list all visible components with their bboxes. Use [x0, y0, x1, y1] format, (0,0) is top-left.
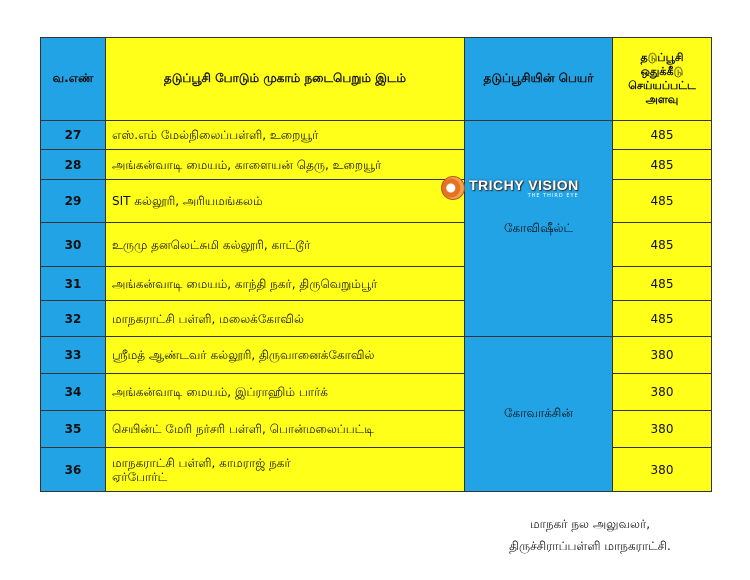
row-place: எஸ்.எம் மேல்நிலைப்பள்ளி, உறையூர்: [106, 121, 465, 150]
vaccine-name-covaxin: கோவாக்சின்: [465, 337, 613, 492]
header-allocated-quantity: [613, 38, 712, 121]
header-allocation-line-3: செய்யப்பட்ட: [628, 79, 696, 92]
signature-office: திருச்சிராப்பள்ளி மாநகராட்சி.: [509, 539, 671, 553]
row-dose: 380: [613, 448, 712, 492]
table-row: [41, 121, 712, 150]
header-vaccine-name: தடுப்பூசியின் பெயர்: [465, 38, 613, 121]
row-serial: 34: [41, 374, 106, 411]
row-dose: 485: [613, 267, 712, 301]
row-place: அங்கன்வாடி மையம், காந்தி நகர், திருவெறும்பூர்: [106, 267, 465, 301]
row-serial: 28: [41, 150, 106, 180]
row-place: SIT கல்லூரி, அரியமங்கலம்: [106, 180, 465, 223]
trichy-vision-watermark: [441, 176, 597, 200]
row-place: [106, 448, 465, 492]
row-dose: 485: [613, 121, 712, 150]
watermark-title: TRICHY VISION: [469, 176, 579, 193]
vaccine-name-covishield: கோவிஷீல்ட்: [465, 121, 613, 337]
row-place: ஸ்ரீமத் ஆண்டவர் கல்லூரி, திருவானைக்கோவில்: [106, 337, 465, 374]
trichy-vision-logo-icon: [441, 176, 465, 200]
row-place-line-1: மாநகராட்சி பள்ளி, காமராஜ் நகர்: [112, 455, 291, 470]
row-dose: 380: [613, 337, 712, 374]
row-serial: 33: [41, 337, 106, 374]
watermark-subtitle: THE THIRD EYE: [527, 192, 579, 199]
header-allocation-line-1: தடுப்பூசி: [640, 51, 684, 64]
row-place-line-2: ஏர்போர்ட்: [112, 469, 168, 484]
row-place: மாநகராட்சி பள்ளி, மலைக்கோவில்: [106, 301, 465, 337]
row-serial: 32: [41, 301, 106, 337]
row-serial: 27: [41, 121, 106, 150]
row-place: உருமு தனலெட்சுமி கல்லூரி, காட்டூர்: [106, 223, 465, 267]
row-dose: 380: [613, 374, 712, 411]
row-dose: 485: [613, 301, 712, 337]
header-allocation-line-2: ஒதுக்கீடு: [640, 65, 684, 78]
row-dose: 485: [613, 150, 712, 180]
row-dose: 380: [613, 411, 712, 448]
row-serial: 35: [41, 411, 106, 448]
table-row: [41, 337, 712, 374]
signature-designation: மாநகர் நல அலுவலர்,: [529, 517, 651, 531]
header-allocation-line-4: அளவு: [645, 93, 679, 106]
row-serial: 29: [41, 180, 106, 223]
row-place: அங்கன்வாடி மையம், காளையன் தெரு, உறையூர்: [106, 150, 465, 180]
row-place: அங்கன்வாடி மையம், இப்ராஹிம் பார்க்: [106, 374, 465, 411]
header-camp-location: தடுப்பூசி போடும் முகாம் நடைபெறும் இடம்: [106, 38, 465, 121]
row-serial: 36: [41, 448, 106, 492]
signature-block: [470, 513, 710, 557]
header-serial-number: வ.எண்: [41, 38, 106, 121]
row-dose: 485: [613, 223, 712, 267]
row-serial: 30: [41, 223, 106, 267]
row-place: செயின்ட் மேரி நர்சரி பள்ளி, பொன்மலைப்பட்டி: [106, 411, 465, 448]
vaccination-camp-table: [40, 37, 712, 492]
watermark-text: [469, 178, 579, 199]
row-serial: 31: [41, 267, 106, 301]
row-dose: 485: [613, 180, 712, 223]
